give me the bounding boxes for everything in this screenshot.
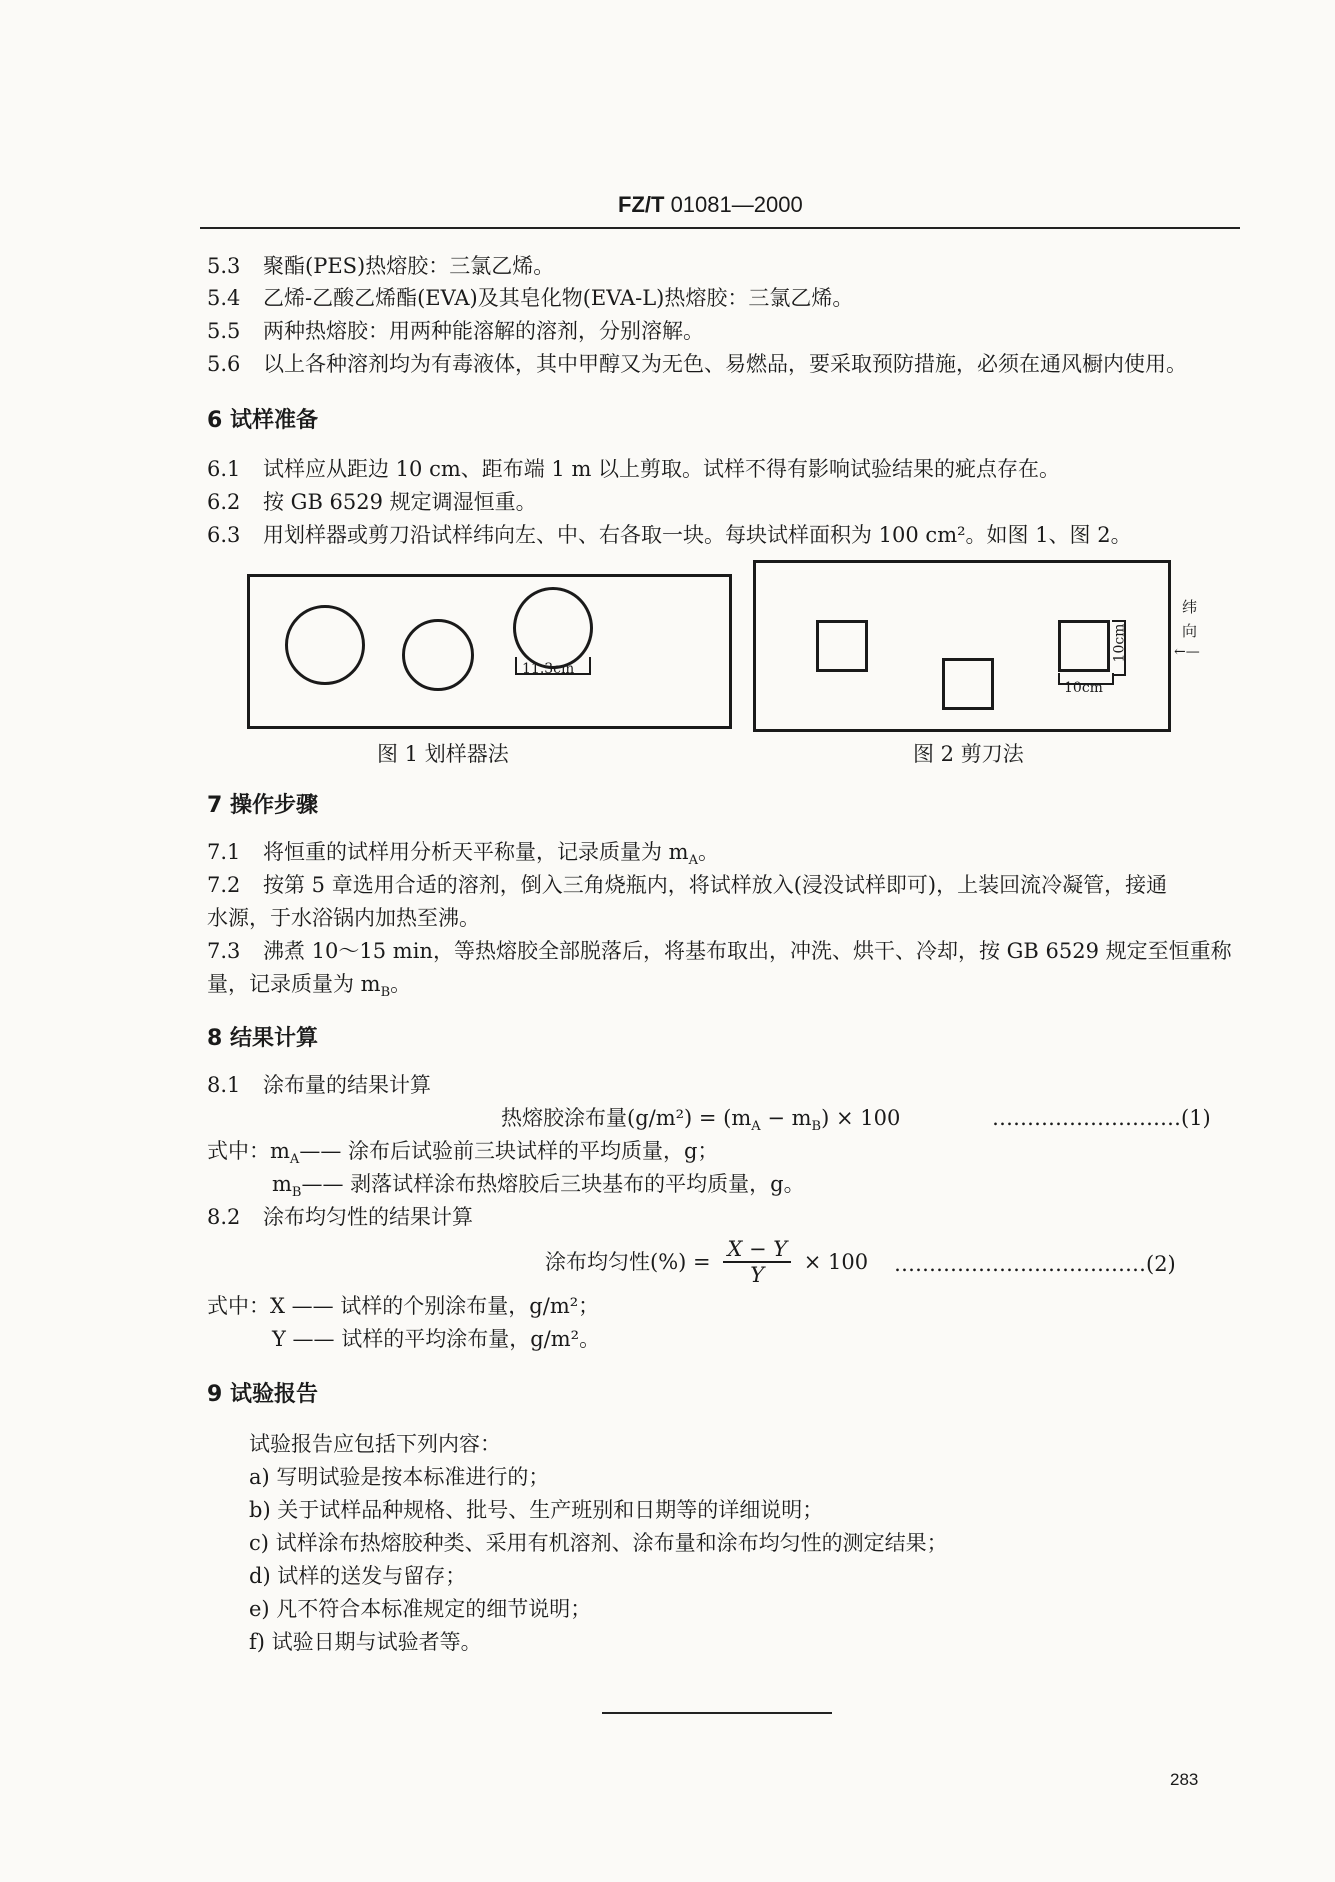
report-item-a: a) 写明试验是按本标准进行的； [249,1465,550,1489]
report-intro: 试验报告应包括下列内容： [249,1432,501,1456]
weft-label-b: 向 [1182,622,1198,640]
section-9-title: 9 试验报告 [207,1382,318,1407]
clause-7-3: 7.3 沸煮 10～15 min，等热熔胶全部脱落后，将基布取出，冲洗、烘干、冷却，按 GB 6529 规定至恒重称 [207,939,1232,963]
end-rule [602,1712,832,1714]
clause-7-2-cont: 水源，于水浴锅内加热至沸。 [207,906,480,930]
clause-6-3: 6.3 用划样器或剪刀沿试样纬向左、中、右各取一块。每块试样面积为 100 cm²。如图 1、图 2。 [207,523,1132,547]
header-rule [200,227,1240,229]
formula-2-denominator: Y [750,1263,765,1287]
where-x: 式中：X —— 试样的个别涂布量，g/m²； [207,1294,600,1318]
width-label: 10cm [1064,680,1103,696]
figure-2-caption: 图 2 剪刀法 [913,742,1024,766]
sample-circle-left [285,605,365,685]
report-item-d: d) 试样的送发与留存； [249,1564,467,1588]
clause-7-3-cont: 量，记录质量为 $m_B$。 [207,972,412,1001]
diameter-label: 11.3cm [522,661,575,677]
page-number: 283 [1170,1770,1199,1789]
clause-5-5: 5.5 两种热熔胶：用两种能溶解的溶剂，分别溶解。 [207,319,704,343]
report-item-c: c) 试样涂布热熔胶种类、采用有机溶剂、涂布量和涂布均匀性的测定结果； [249,1531,948,1555]
formula-1-number: ………………………(1) [992,1106,1211,1130]
figure-1-caption: 图 1 划样器法 [377,742,509,766]
clause-8-2: 8.2 涂布均匀性的结果计算 [207,1205,473,1229]
weft-arrow-icon: ←— [1174,644,1200,660]
formula-2-number: ………………………………(2) [894,1252,1176,1276]
standard-header [618,192,803,218]
report-item-f: f) 试验日期与试验者等。 [249,1630,482,1654]
weft-label-a: 纬 [1182,598,1198,616]
formula-1: 热熔胶涂布量$(g/m^2) = (m_A - m_B) \times 100$ [501,1106,901,1135]
clause-5-3: 5.3 聚酯(PES)热熔胶：三氯乙烯。 [207,254,555,278]
height-label: 10cm [1111,623,1128,663]
sample-circle-middle [402,619,474,691]
clause-6-1: 6.1 试样应从距边 10 cm、距布端 1 m 以上剪取。试样不得有影响试验结果的疵点存在。 [207,457,1061,481]
clause-8-1: 8.1 涂布量的结果计算 [207,1073,431,1097]
clause-6-2: 6.2 按 GB 6529 规定调湿恒重。 [207,490,537,514]
clause-7-1: 7.1 将恒重的试样用分析天平称量，记录质量为 $m_A$。 [207,840,719,869]
sample-square-middle [942,658,994,710]
figure-2-frame [753,560,1171,732]
section-6-title: 6 试样准备 [207,408,318,433]
clause-5-4: 5.4 乙烯-乙酸乙烯酯(EVA)及其皂化物(EVA-L)热熔胶：三氯乙烯。 [207,286,854,310]
standard-number: 01081—2000 [670,192,803,217]
report-item-b: b) 关于试样品种规格、批号、生产班别和日期等的详细说明； [249,1498,824,1522]
figure-1-frame [247,574,732,729]
clause-5-6: 5.6 以上各种溶剂均为有毒液体，其中甲醇又为无色、易燃品，要采取预防措施，必须在通风橱内使用。 [207,352,1187,376]
sample-square-right [1058,620,1110,672]
where-m-b: $m_B——$ 剥落试样涂布热熔胶后三块基布的平均质量，g。 [272,1172,805,1201]
standard-prefix: FZ/T [618,192,665,217]
clause-7-2: 7.2 按第 5 章选用合适的溶剂，倒入三角烧瓶内，将试样放入(浸没试样即可)，上装回流冷凝管，接通 [207,873,1168,897]
where-m-a: 式中：$m_A——$ 涂布后试验前三块试样的平均质量，g； [207,1139,719,1168]
formula-2-numerator: X − Y [723,1237,791,1263]
formula-2: 涂布均匀性(%) = $\frac{X - Y}{Y}$ × 100 [545,1237,869,1287]
where-y: Y —— 试样的平均涂布量，g/m²。 [272,1327,601,1351]
sample-square-left [816,620,868,672]
section-7-title: 7 操作步骤 [207,793,318,818]
section-8-title: 8 结果计算 [207,1026,318,1051]
report-item-e: e) 凡不符合本标准规定的细节说明； [249,1597,592,1621]
